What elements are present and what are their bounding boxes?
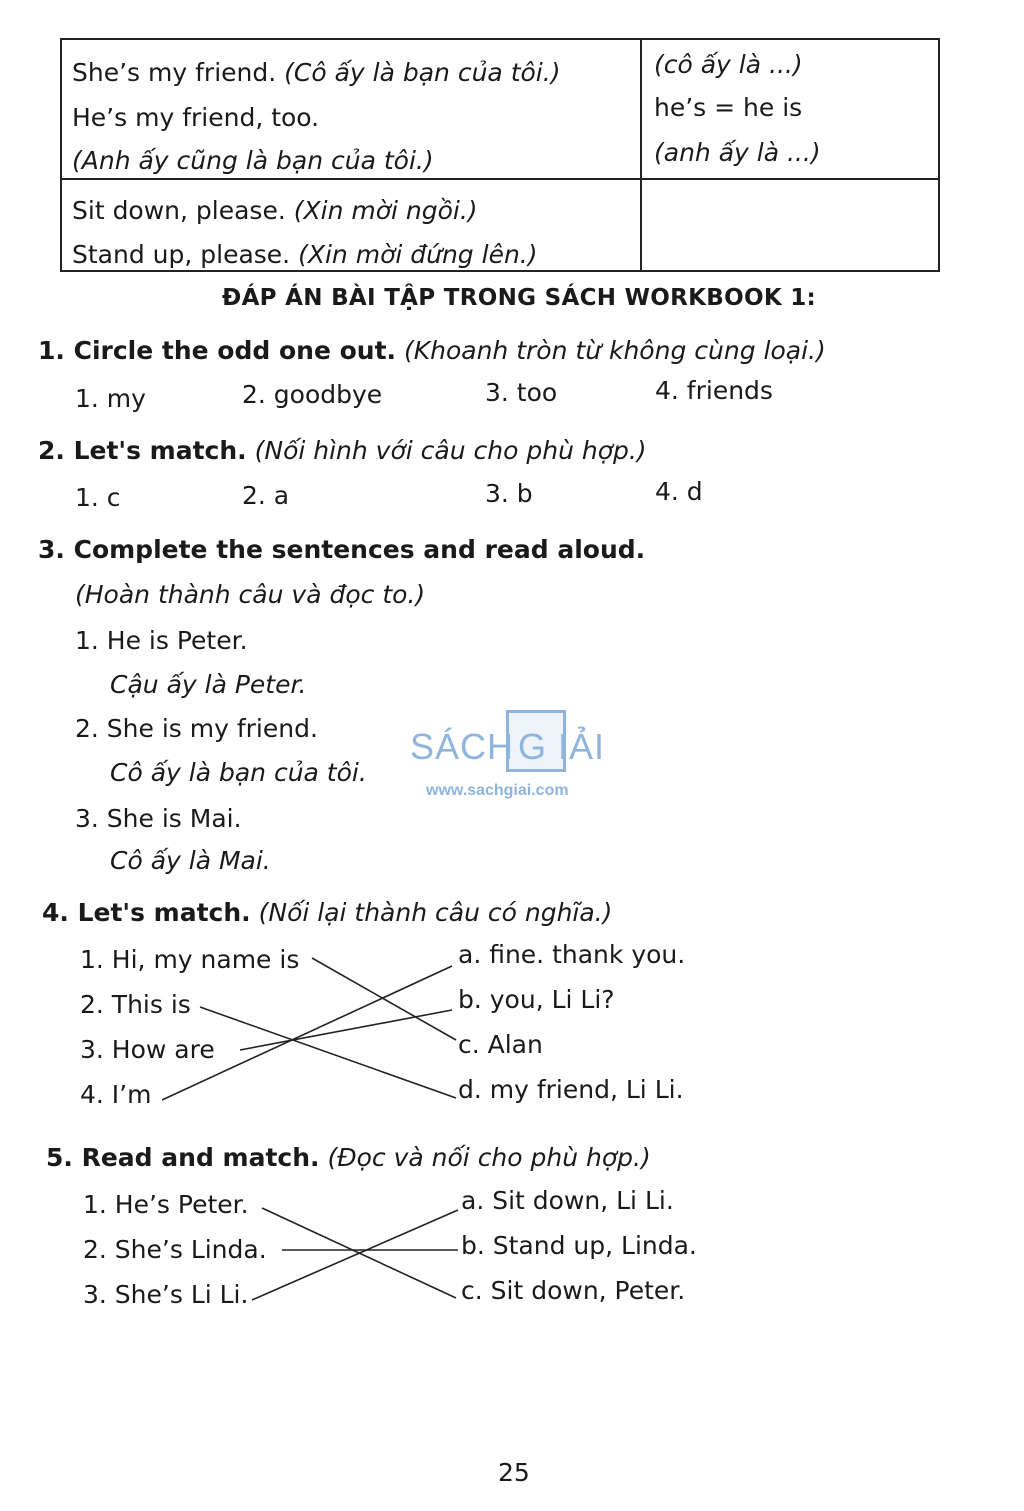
exercise-2-answer: 3. b — [485, 479, 533, 508]
answer-heading: ĐÁP ÁN BÀI TẬP TRONG SÁCH WORKBOOK 1: — [222, 285, 817, 311]
table-cell-text: (Anh ấy cũng là bạn của tôi.) — [72, 146, 434, 175]
exercise-3-translation: Cậu ấy là Peter. — [110, 670, 307, 699]
watermark-text: SÁCH — [410, 726, 515, 767]
table-cell-text: He’s my friend, too. — [72, 103, 320, 132]
exercise-5-lines — [252, 1208, 458, 1300]
exercise-5-left-item: 2. She’s Linda. — [83, 1235, 267, 1264]
watermark-text: G — [518, 726, 548, 767]
exercise-1-answer: 4. friends — [655, 376, 773, 405]
exercise-5-left-item: 1. He’s Peter. — [83, 1190, 249, 1219]
exercise-4-match-line — [162, 966, 452, 1100]
exercise-4-right-item: a. fine. thank you. — [458, 940, 686, 969]
watermark-text: IẢI — [558, 726, 606, 767]
table-cell-text: She’s my friend. (Cô ấy là bạn của tôi.) — [72, 58, 561, 87]
exercise-3-sentence: 3. She is Mai. — [75, 804, 242, 833]
table-cell-text: Sit down, please. (Xin mời ngồi.) — [72, 196, 478, 225]
page-number: 25 — [498, 1458, 530, 1487]
exercise-4-title: 4. Let's match. (Nối lại thành câu có nghĩa.) — [42, 898, 613, 927]
exercise-2-answer: 2. a — [242, 481, 290, 510]
exercise-5-right-item: c. Sit down, Peter. — [461, 1276, 686, 1305]
exercise-1-title: 1. Circle the odd one out. (Khoanh tròn từ không cùng loại.) — [38, 336, 826, 365]
exercise-2-answer: 4. d — [655, 477, 703, 506]
exercise-4-left-item: 1. Hi, my name is — [80, 945, 300, 974]
exercise-5-left-item: 3. She’s Li Li. — [83, 1280, 249, 1309]
exercise-4-match-line — [312, 958, 456, 1040]
exercise-5-right-item: b. Stand up, Linda. — [461, 1231, 697, 1260]
exercise-3-translation: Cô ấy là Mai. — [110, 846, 271, 875]
exercise-4-lines — [162, 958, 456, 1100]
exercise-1-answer: 3. too — [485, 378, 558, 407]
table-cell-text: (anh ấy là ...) — [654, 138, 821, 167]
exercise-2-answer: 1. c — [75, 483, 121, 512]
watermark-url: www.sachgiai.com — [426, 782, 569, 799]
exercise-5-match-line — [252, 1210, 458, 1300]
exercise-3-title: 3. Complete the sentences and read aloud. — [38, 535, 646, 564]
table-cell-text: Stand up, please. (Xin mời đứng lên.) — [72, 240, 538, 269]
exercise-3-note: (Hoàn thành câu và đọc to.) — [75, 580, 426, 609]
exercise-1-answer: 1. my — [75, 384, 146, 413]
exercise-3-sentence: 2. She is my friend. — [75, 714, 318, 743]
exercise-4-right-item: c. Alan — [458, 1030, 543, 1059]
table-cell-text: (cô ấy là ...) — [654, 50, 803, 79]
exercise-4-match-line — [240, 1010, 452, 1050]
exercise-4-right-item: d. my friend, Li Li. — [458, 1075, 684, 1104]
exercise-4-right-item: b. you, Li Li? — [458, 985, 615, 1014]
table-cell-text: he’s = he is — [654, 93, 803, 122]
exercise-5-title: 5. Read and match. (Đọc và nối cho phù hợp.) — [46, 1143, 651, 1172]
exercise-2-title: 2. Let's match. (Nối hình với câu cho phù hợp.) — [38, 436, 647, 465]
exercise-5-right-item: a. Sit down, Li Li. — [461, 1186, 674, 1215]
exercise-4-match-line — [200, 1007, 456, 1098]
exercise-3-translation: Cô ấy là bạn của tôi. — [110, 758, 367, 787]
exercise-3-sentence: 1. He is Peter. — [75, 626, 248, 655]
exercise-1-answer: 2. goodbye — [242, 380, 383, 409]
exercise-4-left-item: 4. I’m — [80, 1080, 152, 1109]
exercise-4-left-item: 2. This is — [80, 990, 191, 1019]
exercise-4-left-item: 3. How are — [80, 1035, 215, 1064]
